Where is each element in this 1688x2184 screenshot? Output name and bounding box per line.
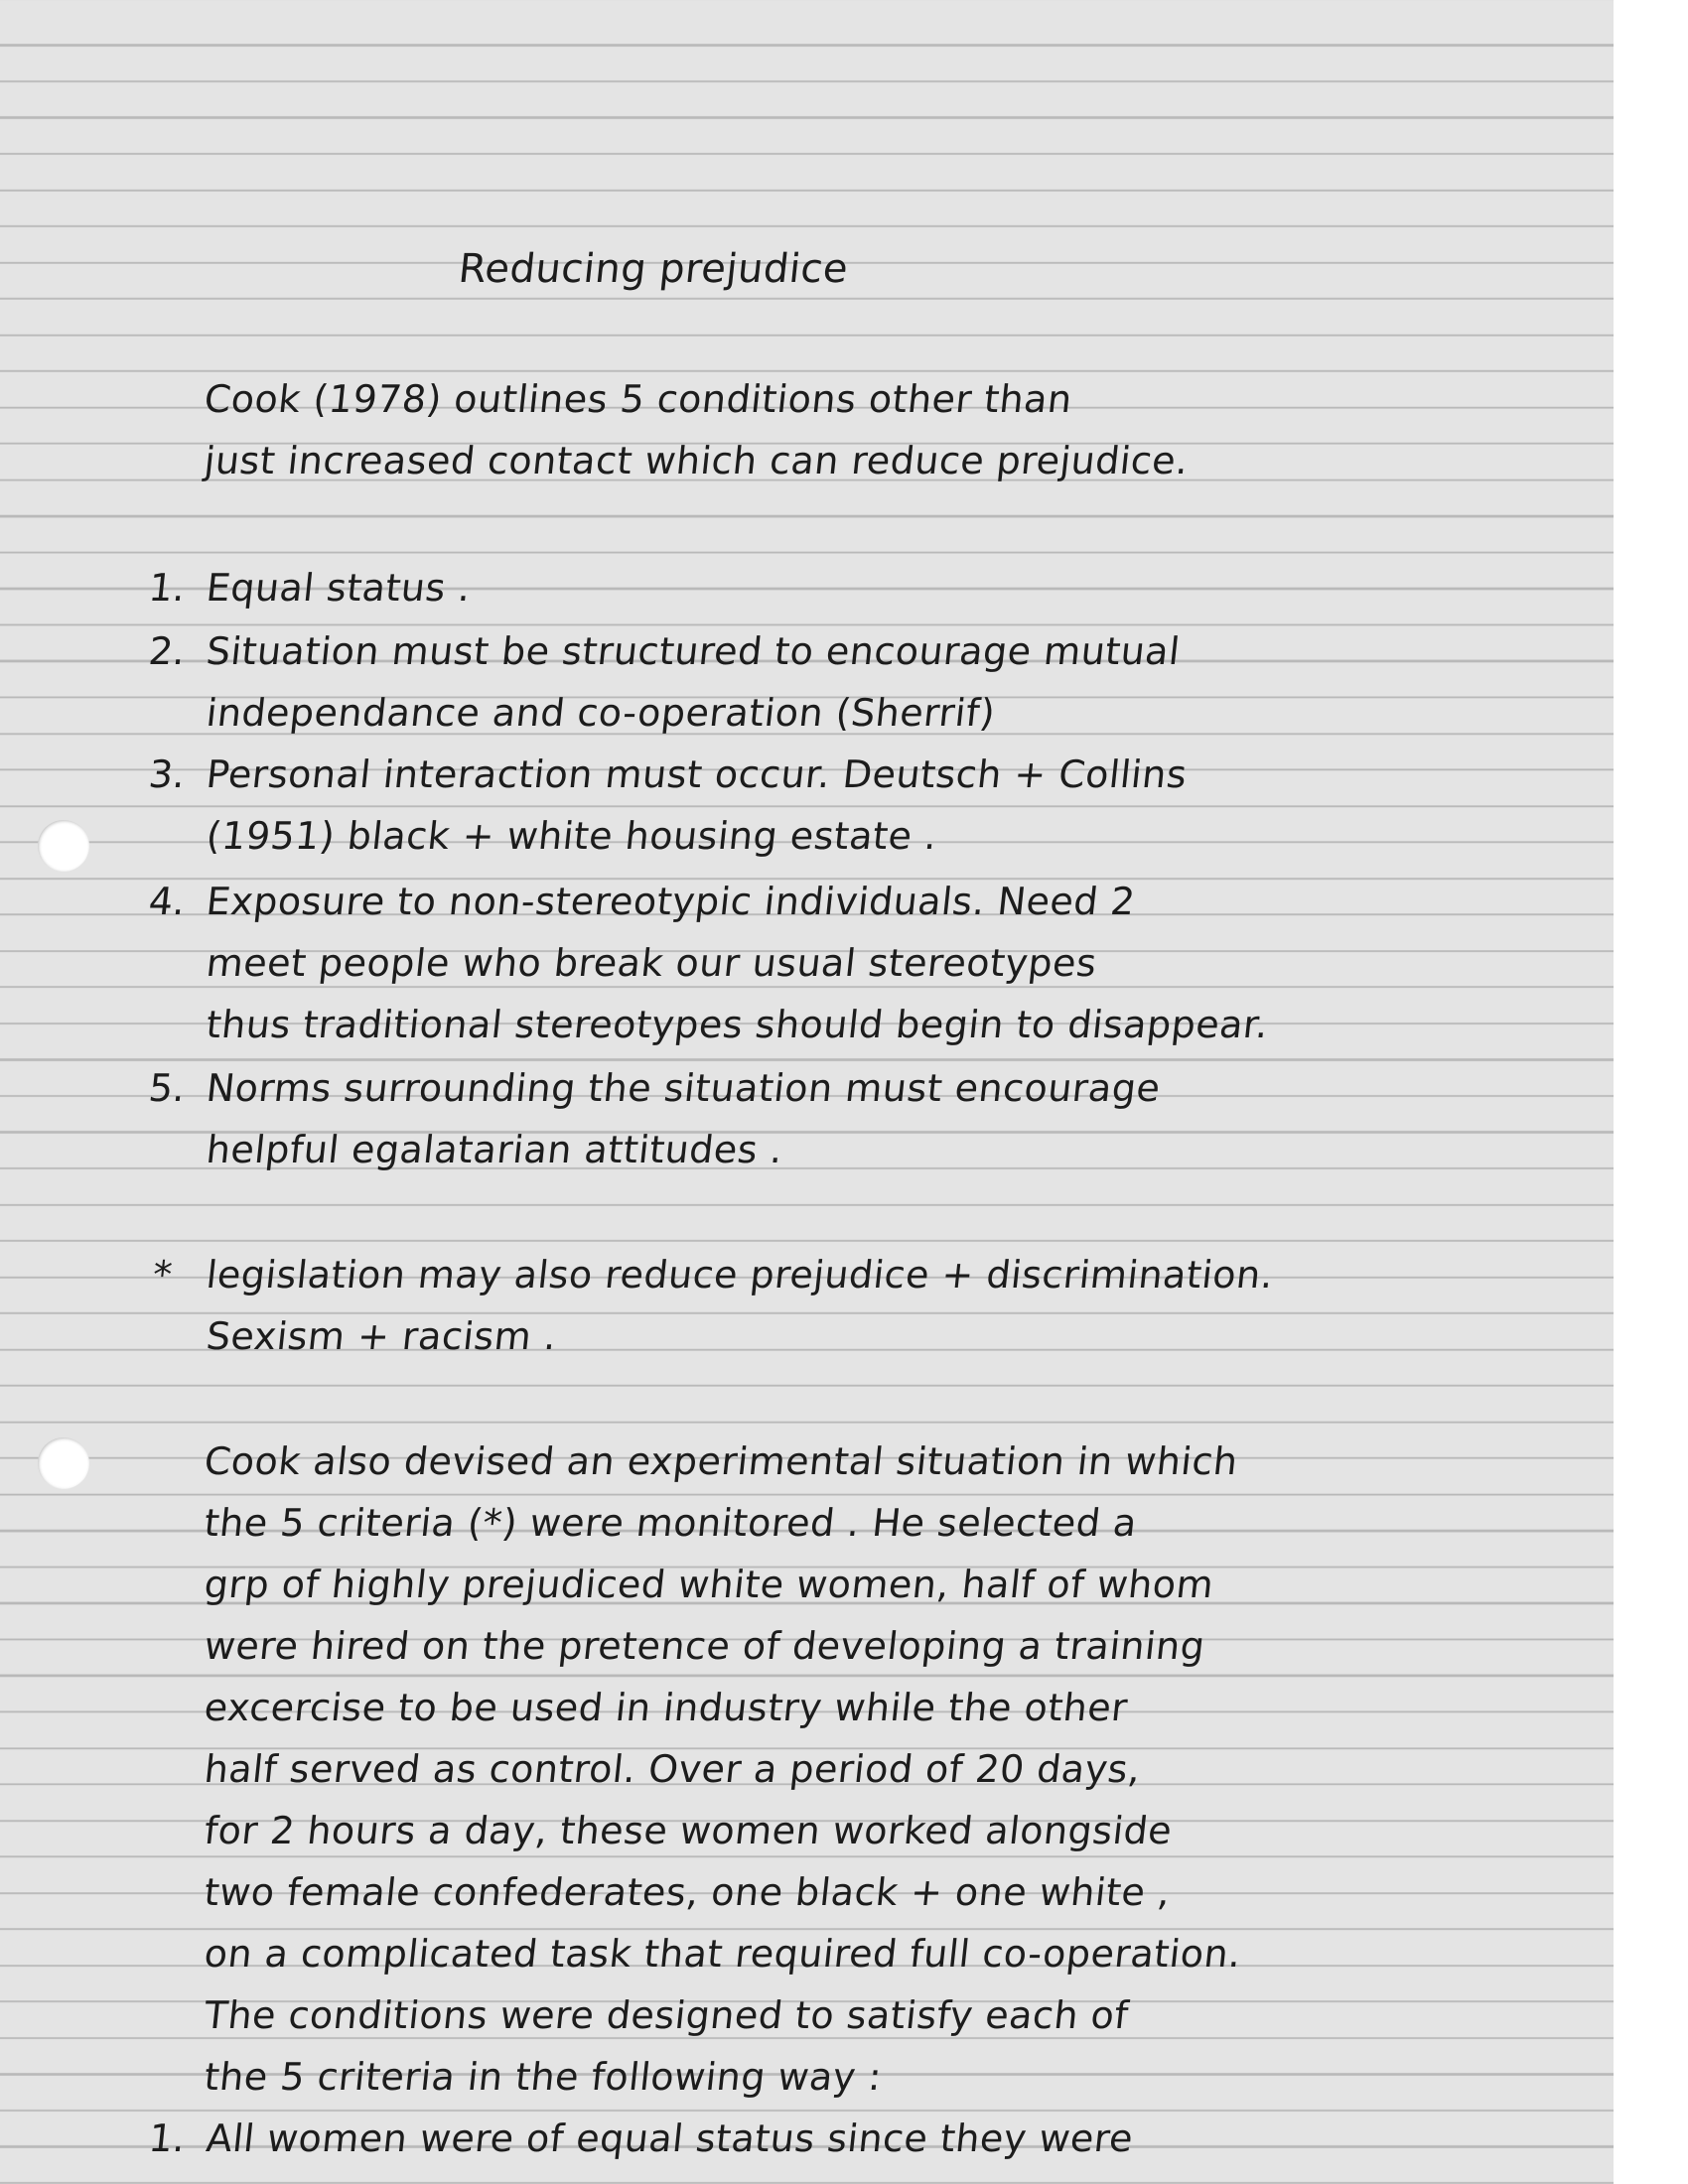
condition-text: All women were of equal status since they were bbox=[204, 2116, 1136, 2160]
condition-number: 2. bbox=[146, 629, 188, 673]
condition-text: thus traditional stereotypes should begin to disappear. bbox=[204, 1003, 1271, 1046]
condition-text: Personal interaction must occur. Deutsch + Collins bbox=[204, 752, 1190, 796]
paragraph-line: the 5 criteria in the following way : bbox=[202, 2055, 885, 2099]
condition-number: 5. bbox=[146, 1066, 188, 1110]
paragraph-line: excercise to be used in industry while the other bbox=[202, 1686, 1130, 1729]
punch-hole bbox=[38, 820, 89, 872]
asterisk-bullet: * bbox=[150, 1253, 175, 1297]
paragraph-line: Cook also devised an experimental situation in which bbox=[202, 1439, 1240, 1483]
paragraph-line: on a complicated task that required full co-operation. bbox=[202, 1932, 1244, 1976]
condition-text: (1951) black + white housing estate . bbox=[204, 814, 940, 858]
condition-text: Situation must be structured to encourage mutual bbox=[204, 629, 1183, 673]
paragraph-line: for 2 hours a day, these women worked alongside bbox=[202, 1809, 1175, 1852]
paragraph-line: were hired on the pretence of developing a training bbox=[202, 1624, 1207, 1668]
condition-text: independance and co-operation (Sherrif) bbox=[204, 691, 998, 735]
note-text: Sexism + racism . bbox=[204, 1314, 559, 1358]
condition-number: 1. bbox=[146, 566, 188, 610]
intro-line: just increased contact which can reduce prejudice. bbox=[202, 439, 1192, 482]
paragraph-line: two female confederates, one black + one white , bbox=[202, 1870, 1173, 1914]
condition-text: meet people who break our usual stereotypes bbox=[204, 941, 1099, 985]
intro-line: Cook (1978) outlines 5 conditions other than bbox=[202, 377, 1075, 421]
condition-text: Norms surrounding the situation must encourage bbox=[204, 1066, 1163, 1110]
scan-margin bbox=[1614, 0, 1688, 2184]
paragraph-line: half served as control. Over a period of 20 days, bbox=[202, 1747, 1143, 1791]
paragraph-line: The conditions were designed to satisfy each of bbox=[202, 1993, 1131, 2037]
condition-text: helpful egalatarian attitudes . bbox=[204, 1128, 785, 1171]
punch-hole bbox=[38, 1437, 89, 1489]
paragraph-line: the 5 criteria (*) were monitored . He selected a bbox=[202, 1501, 1140, 1545]
paragraph-line: grp of highly prejudiced white women, half of whom bbox=[202, 1563, 1216, 1606]
condition-number: 3. bbox=[146, 752, 188, 796]
condition-number: 1. bbox=[146, 2116, 188, 2160]
page-title: Reducing prejudice bbox=[456, 246, 851, 292]
condition-number: 4. bbox=[146, 880, 188, 923]
note-text: legislation may also reduce prejudice + discrimination. bbox=[204, 1253, 1276, 1297]
condition-text: Equal status . bbox=[204, 566, 474, 610]
condition-text: Exposure to non-stereotypic individuals. Need 2 bbox=[204, 880, 1138, 923]
